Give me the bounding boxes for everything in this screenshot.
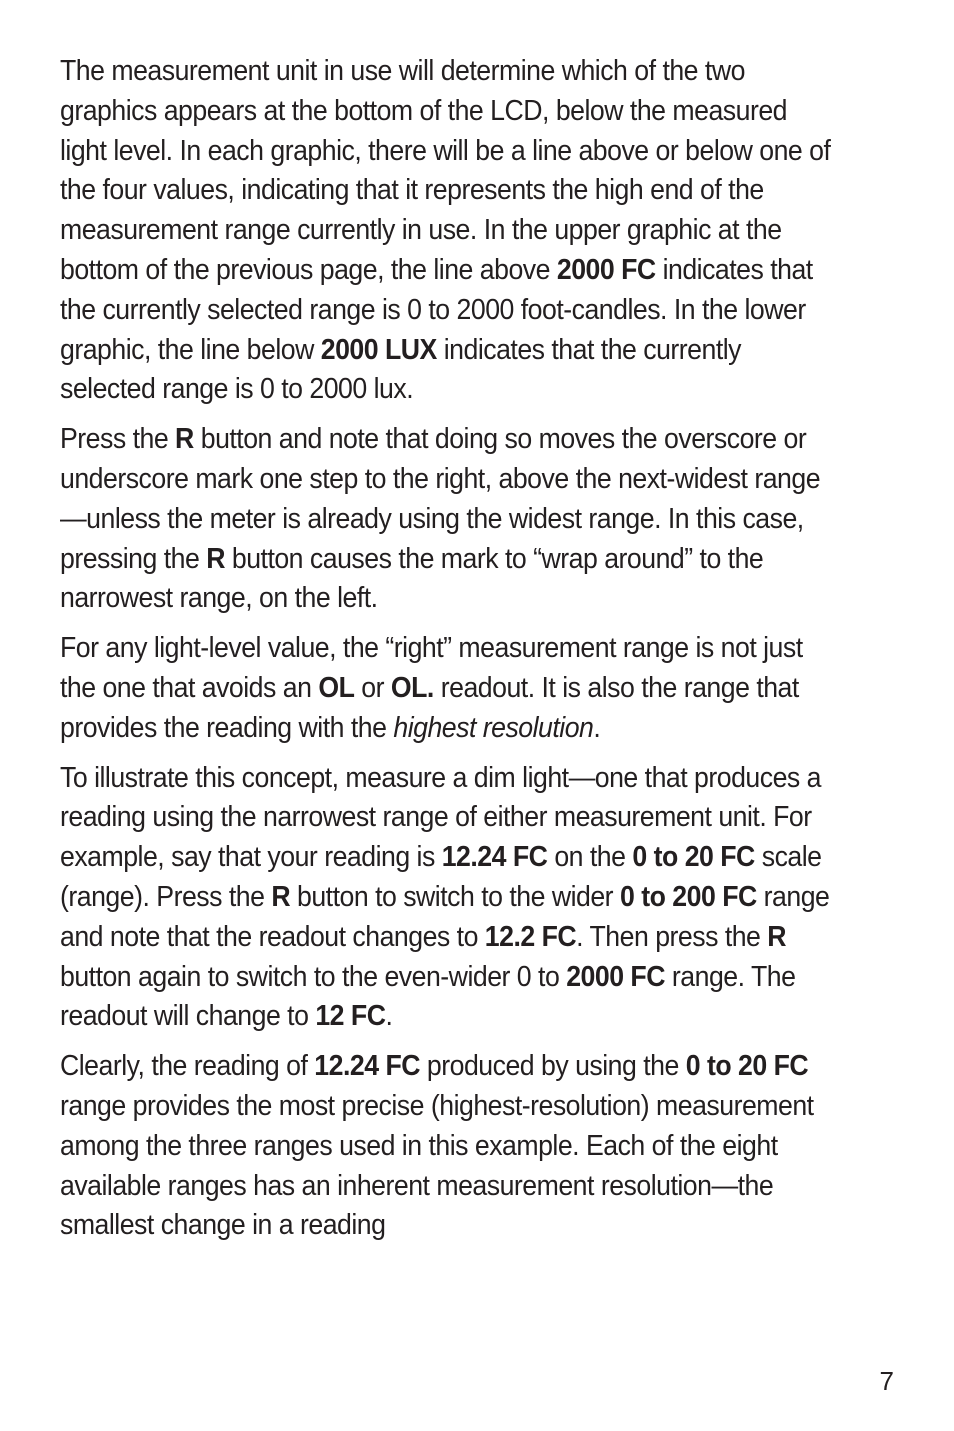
bold-0-to-200-fc: 0 to 200 FC xyxy=(619,880,757,913)
text-run: button again to switch to the even-wider 0 to xyxy=(60,960,567,993)
paragraph-clearly xyxy=(60,1047,838,1246)
text-run: . xyxy=(593,711,601,744)
page-body xyxy=(60,52,838,1246)
bold-12-fc: 12 FC xyxy=(315,1000,386,1033)
italic-highest-resolution: highest resolution xyxy=(393,711,594,744)
text-run: readout. It is also the range that provides the reading with the xyxy=(60,671,799,744)
page-number: 7 xyxy=(879,1366,894,1396)
paragraph-illustrate-concept xyxy=(60,759,838,1038)
text-run: indicates that the currently selected range is 0 to 2000 foot-candles. In the lower graphic, the line below xyxy=(60,253,813,366)
bold-2000-lux: 2000 LUX xyxy=(320,333,437,366)
bold-r: R xyxy=(206,542,225,575)
bold-r: R xyxy=(767,920,787,953)
text-run: or xyxy=(354,671,391,704)
text-run: button causes the mark to “wrap around” to the narrowest range, on the left. xyxy=(60,542,764,615)
paragraph-r-button xyxy=(60,420,838,619)
bold-r: R xyxy=(271,880,291,913)
paragraph-unit-graphics xyxy=(60,52,838,410)
text-run: Clearly, the reading of xyxy=(60,1050,315,1083)
paragraph-right-range xyxy=(60,629,838,748)
text-run: range and note that the readout changes to xyxy=(60,880,830,953)
bold-12-24-fc: 12.24 FC xyxy=(441,841,548,874)
text-run: To illustrate this concept, measure a dim light—one that produces a reading using the narrowest range of either measurement unit. For example, say that your reading is xyxy=(60,761,821,874)
bold-ol: OL xyxy=(318,671,355,704)
text-run: button and note that doing so moves the overscore or underscore mark one step to the right, above the next-widest range—unless the meter is already using the widest range. In this case, pressing the xyxy=(60,423,821,575)
text-run: The measurement unit in use will determine which of the two graphics appears at the bottom of the LCD, below the measured light level. In each graphic, there will be a line above or below one of the four values, indicating that it represents the high end of the measurement range currently in use. In the upper graphic at the bottom of the previous page, the line above xyxy=(60,55,831,286)
text-run: range provides the most precise (highest-resolution) measurement among the three ranges used in this example. Each of the eight available ranges has an inherent measurement resolution—the smallest change in a reading xyxy=(60,1089,814,1242)
text-run: scale (range). Press the xyxy=(60,841,822,913)
text-run: indicates that the currently selected range is 0 to 2000 lux. xyxy=(60,333,742,406)
text-run: button to switch to the wider xyxy=(290,880,620,913)
text-run: Press the xyxy=(60,423,176,456)
bold-2000-fc: 2000 FC xyxy=(556,253,656,286)
text-run: . xyxy=(385,1000,393,1033)
bold-12-2-fc: 12.2 FC xyxy=(484,920,577,953)
text-run: For any light-level value, the “right” measurement range is not just the one that avoids an xyxy=(60,632,803,704)
bold-ol-dot: OL. xyxy=(390,671,434,704)
bold-0-to-20-fc: 0 to 20 FC xyxy=(685,1050,809,1083)
text-run: range. The readout will change to xyxy=(60,960,796,1033)
text-run: on the xyxy=(547,841,633,874)
text-run: produced by using the xyxy=(420,1050,686,1083)
bold-r: R xyxy=(175,423,194,456)
bold-0-to-20-fc: 0 to 20 FC xyxy=(632,841,755,874)
text-run: . Then press the xyxy=(576,920,768,953)
bold-2000-fc: 2000 FC xyxy=(566,960,666,993)
bold-12-24-fc: 12.24 FC xyxy=(314,1050,421,1083)
